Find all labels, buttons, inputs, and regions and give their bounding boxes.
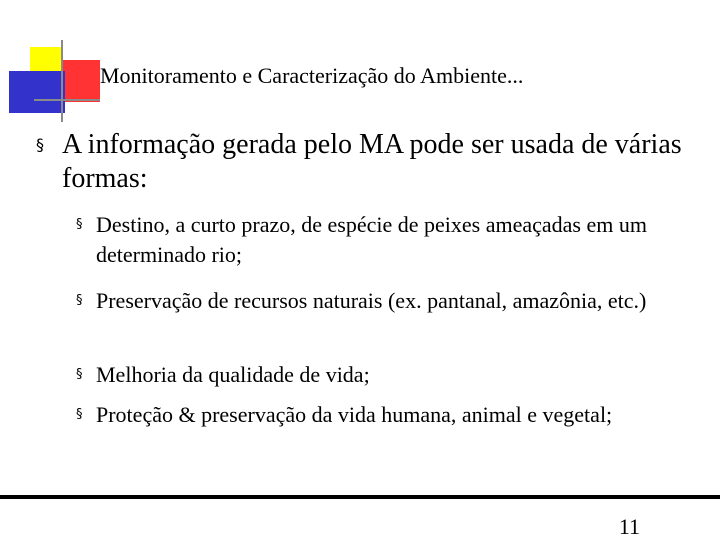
sub-bullet-text: Melhoria da qualidade de vida; <box>96 362 370 387</box>
sub-bullet <box>76 286 686 316</box>
main-bullet-text: A informação gerada pelo MA pode ser usada de várias formas: <box>62 129 682 194</box>
bullet-marker-icon: § <box>76 407 83 422</box>
decor-red-square <box>63 60 100 102</box>
decor-horizontal-line <box>34 99 100 101</box>
bullet-marker-icon: § <box>76 217 83 232</box>
sub-bullet <box>76 210 686 270</box>
bullet-marker-icon: § <box>76 367 83 382</box>
footer-divider <box>0 495 720 499</box>
sub-bullet <box>76 400 686 430</box>
sub-bullet-text: Destino, a curto prazo, de espécie de peixes ameaçadas em um determinado rio; <box>96 212 647 267</box>
sub-bullet-text: Proteção & preservação da vida humana, animal e vegetal; <box>96 402 613 427</box>
bullet-marker-icon: § <box>76 293 83 308</box>
main-bullet <box>36 128 686 196</box>
sub-bullet-text: Preservação de recursos naturais (ex. pantanal, amazônia, etc.) <box>96 288 647 313</box>
decor-vertical-line <box>61 40 63 122</box>
bullet-marker-icon: § <box>36 135 44 154</box>
sub-bullet <box>76 360 686 390</box>
decor-blue-square <box>9 71 65 113</box>
page-number: 11 <box>618 514 640 539</box>
slide-title: Monitoramento e Caracterização do Ambiente... <box>100 63 524 88</box>
